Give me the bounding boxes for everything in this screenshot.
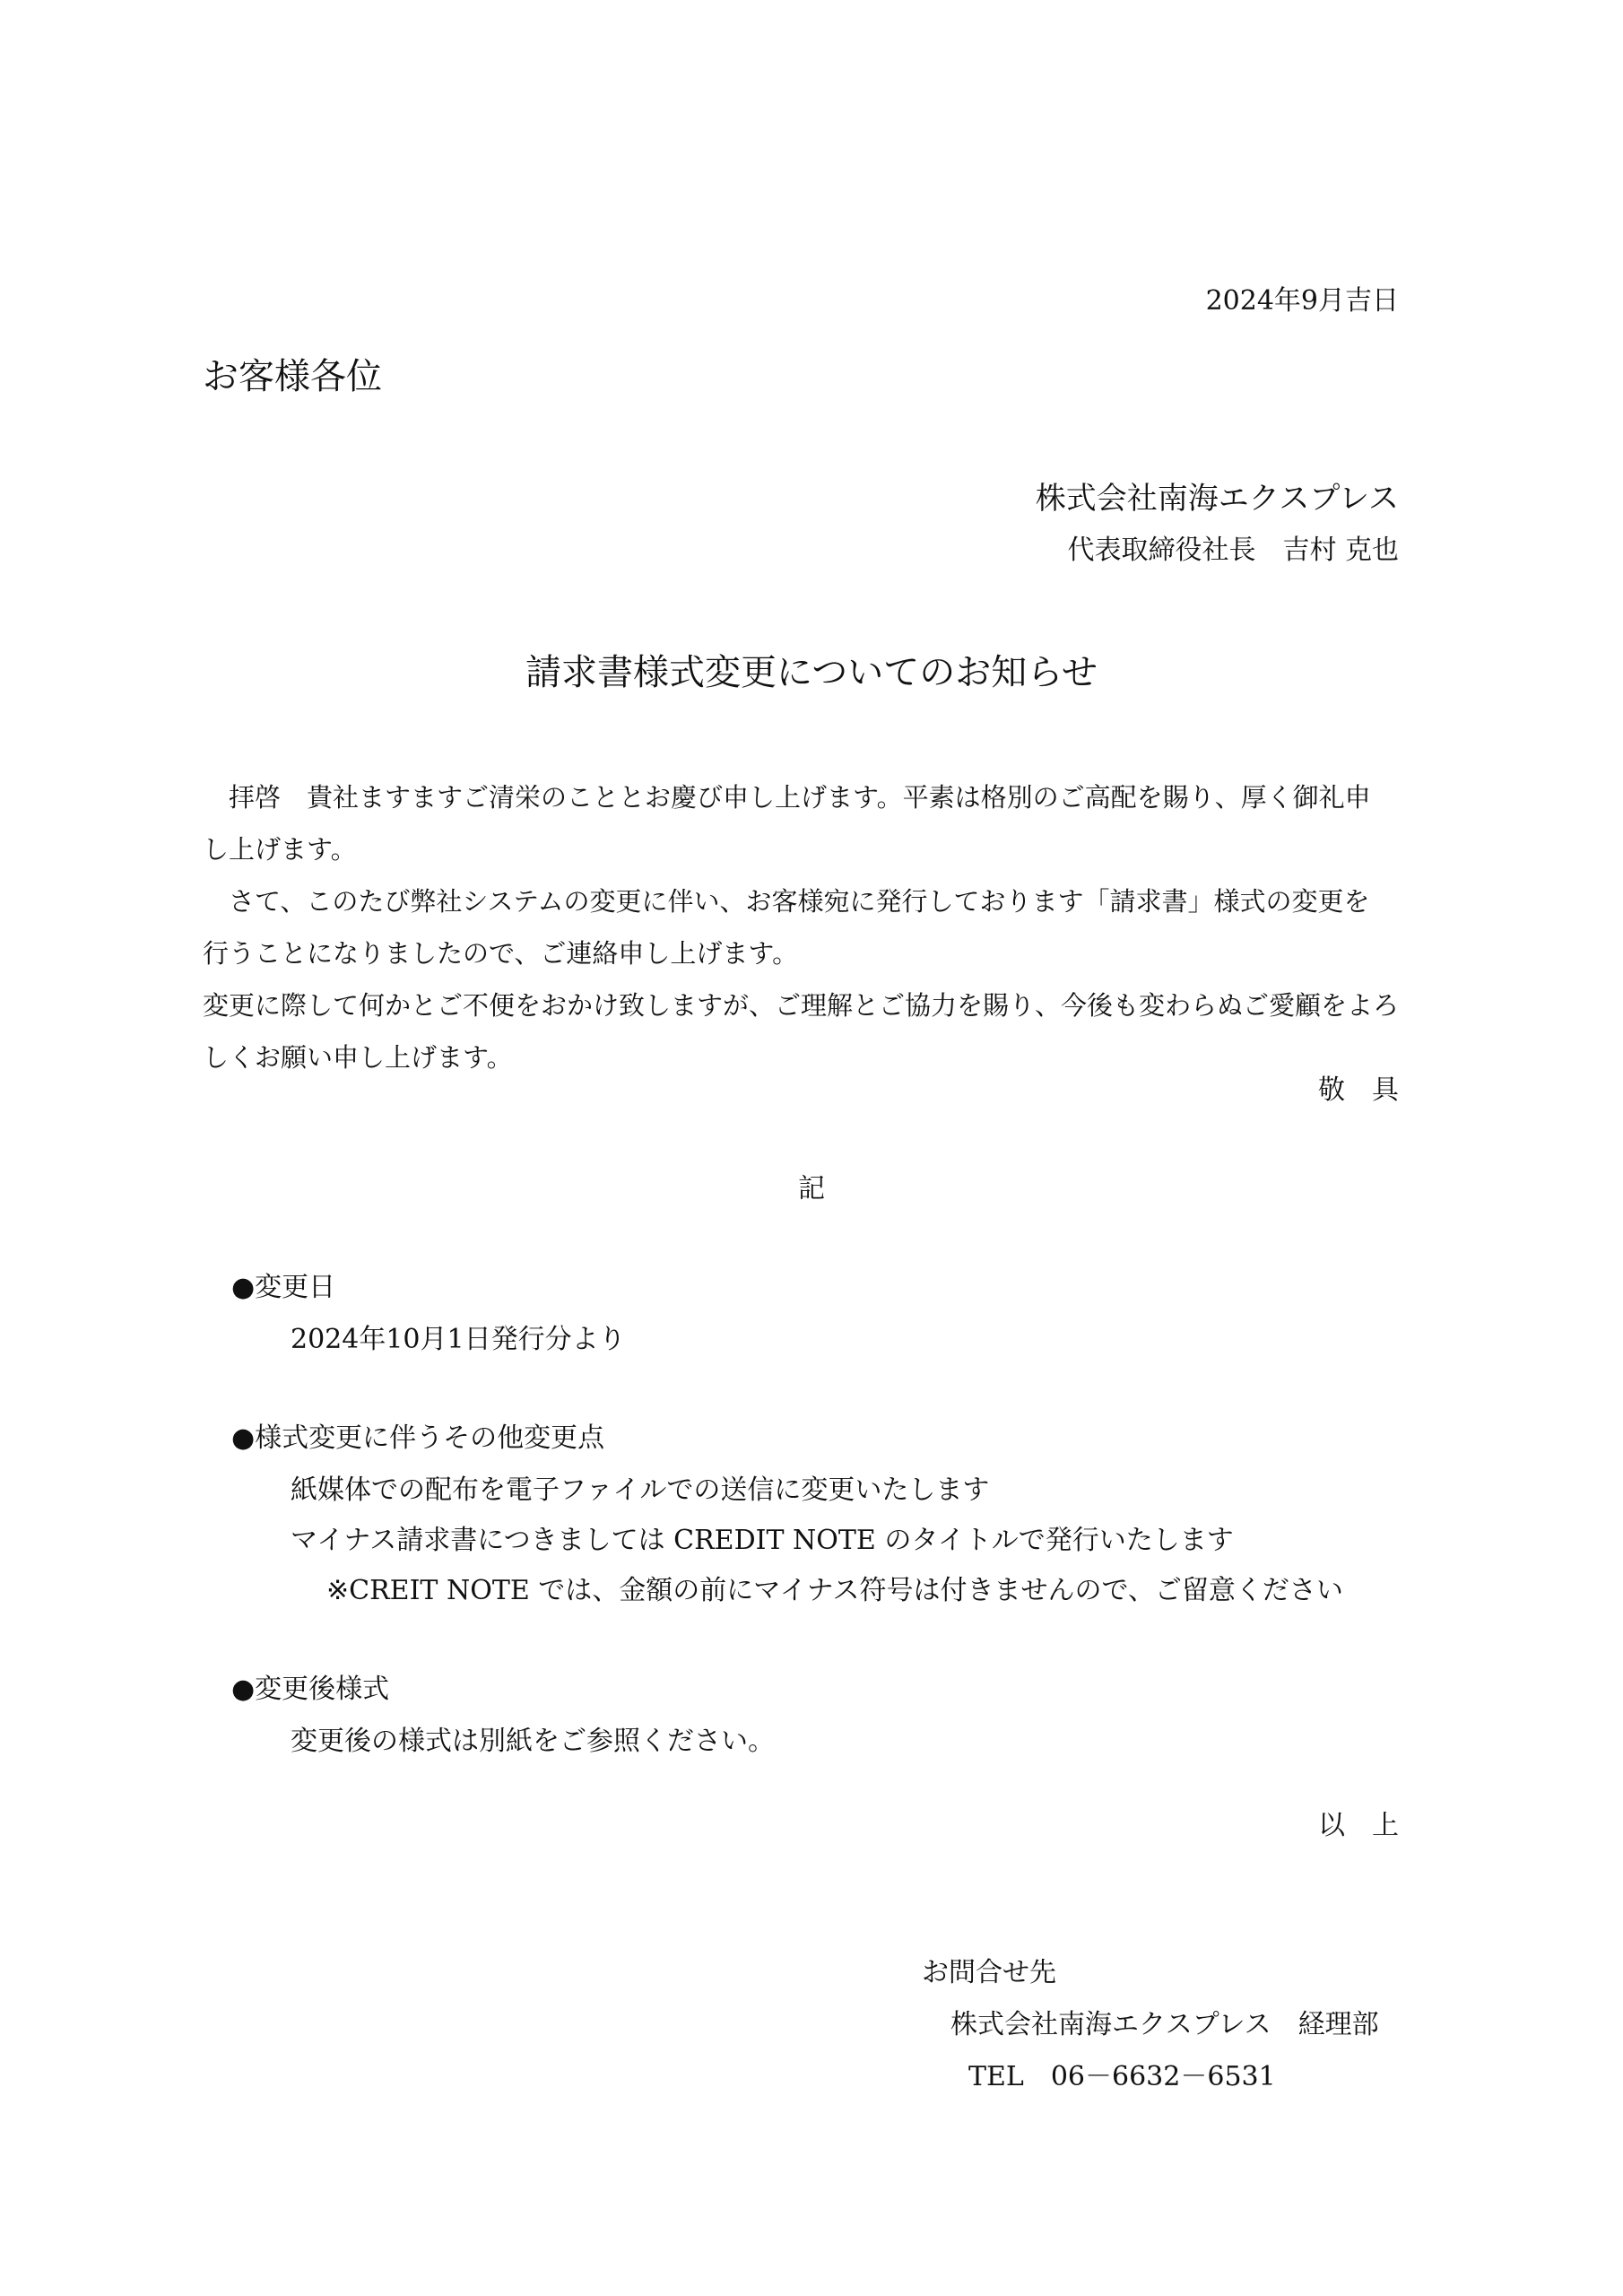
letter-body [203, 771, 1399, 1083]
sender-representative: 代表取締役社長 吉村 克也 [1067, 535, 1399, 566]
body-line: 拝啓 貴社ますますご清栄のこととお慶び申し上げます。平素は格別のご高配を賜り、厚く御礼申 [203, 782, 1371, 813]
recipient: お客様各位 [203, 356, 382, 397]
section-heading-other-changes: ●様式変更に伴うその他変更点 [231, 1422, 605, 1454]
contact-heading: お問合せ先 [922, 1957, 1056, 1988]
section-heading-change-date: ●変更日 [231, 1272, 336, 1303]
other-change-item: 紙媒体での配布を電子ファイルでの送信に変更いたします [291, 1474, 990, 1506]
section-heading-new-format: ●変更後様式 [231, 1674, 390, 1705]
other-change-note: ※CREIT NOTE では、金額の前にマイナス符号は付きませんので、ご留意ください [326, 1575, 1343, 1606]
body-line: さて、このたび弊社システムの変更に伴い、お客様宛に発行しております「請求書」様式の変更を [203, 886, 1370, 917]
ki-marker: 記 [798, 1173, 825, 1205]
body-line: しくお願い申し上げます。 [203, 1042, 513, 1073]
body-line: 行うことになりましたので、ご連絡申し上げます。 [203, 938, 799, 969]
contact-company: 株式会社南海エクスプレス 経理部 [950, 2009, 1379, 2040]
closing-keigu: 敬 具 [1318, 1074, 1399, 1106]
sender-company: 株式会社南海エクスプレス [1035, 481, 1399, 517]
other-change-item: マイナス請求書につきましては CREDIT NOTE のタイトルで発行いたします [291, 1525, 1234, 1556]
body-line: し上げます。 [203, 834, 357, 865]
change-date-text: 2024年10月1日発行分より [291, 1324, 626, 1355]
body-line: 変更に際して何かとご不便をおかけ致しますが、ご理解とご協力を賜り、今後も変わらぬご愛顧をよろ [203, 990, 1400, 1021]
contact-tel: TEL 06－6632－6531 [968, 2061, 1276, 2092]
new-format-text: 変更後の様式は別紙をご参照ください。 [291, 1726, 775, 1757]
closing-ijou: 以 上 [1318, 1810, 1399, 1841]
document-title: 請求書様式変更についてのお知らせ [525, 652, 1098, 693]
document-date: 2024年9月吉日 [1205, 285, 1399, 317]
